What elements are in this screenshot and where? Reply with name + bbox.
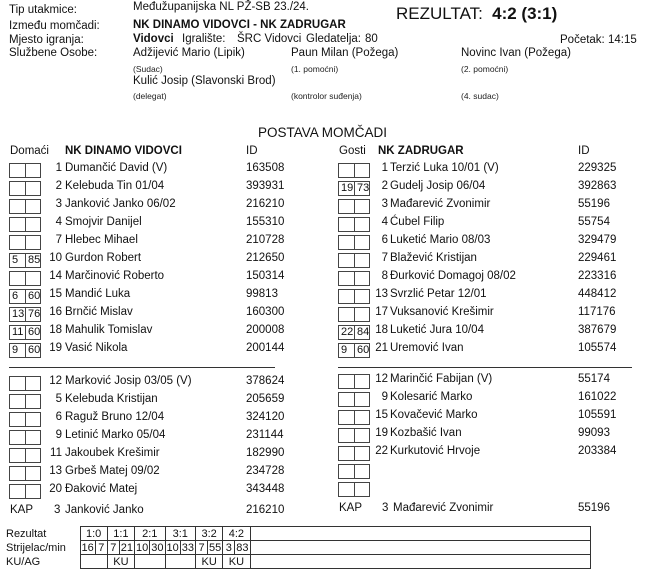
away-starter-number: 21 bbox=[375, 342, 388, 354]
away-team-name: NK ZADRUGAR bbox=[378, 145, 464, 157]
away-starter-name: Luketić Mario 08/03 bbox=[390, 234, 491, 246]
home-kap-number: 3 bbox=[54, 504, 61, 516]
away-sub-id: 203384 bbox=[578, 445, 617, 457]
away-sub-name: Kozbašić Ivan bbox=[390, 427, 462, 439]
home-sub-id: 234728 bbox=[246, 465, 285, 477]
results-score-label: Rezultat bbox=[6, 527, 47, 540]
home-starter-row bbox=[9, 234, 309, 250]
home-starter-box-a: 5 bbox=[9, 253, 25, 268]
home-team-name: NK DINAMO VIDOVCI bbox=[65, 145, 182, 157]
home-starter-id: 163508 bbox=[246, 162, 285, 174]
home-starter-name: Dumančić David (V) bbox=[65, 162, 168, 174]
result-score-cell: 3:1 bbox=[165, 527, 196, 541]
away-sub-name: Kolesarić Marko bbox=[390, 391, 473, 403]
home-starter-name: Vasić Nikola bbox=[65, 342, 128, 354]
home-starter-box-a: 6 bbox=[9, 289, 25, 304]
home-starter-box-b: 76 bbox=[25, 307, 41, 322]
mjesto-label: Mjesto igranja: bbox=[9, 34, 84, 46]
home-starter-name: Kelebuda Tin 01/04 bbox=[65, 180, 165, 192]
result-label-row bbox=[396, 4, 557, 24]
ku-ag-cell: KU bbox=[223, 555, 250, 569]
home-starter-number: 16 bbox=[49, 306, 62, 318]
official-assistant-2-role: (2. pomoćni) bbox=[461, 64, 509, 74]
away-starter-id: 223316 bbox=[578, 270, 617, 282]
away-starter-name: Gudelj Josip 06/04 bbox=[390, 180, 486, 192]
away-sub-row bbox=[338, 391, 638, 407]
away-starter-row bbox=[338, 324, 638, 340]
home-starter-number: 18 bbox=[49, 324, 62, 336]
home-starter-id: 200008 bbox=[246, 324, 285, 336]
result-score-cell: 3:2 bbox=[196, 527, 223, 541]
home-starter-number: 10 bbox=[49, 252, 62, 264]
away-sub-number: 9 bbox=[381, 391, 388, 403]
home-starter-box-b: 60 bbox=[25, 325, 41, 340]
results-empty-cell bbox=[250, 555, 590, 569]
away-starter-box-a bbox=[338, 307, 354, 322]
official-fourth-role: (4. sudac) bbox=[461, 91, 499, 101]
home-starter-name: Mahulik Tomislav bbox=[65, 324, 153, 336]
home-starter-box-a bbox=[9, 163, 25, 178]
home-starter-number: 2 bbox=[55, 180, 62, 192]
home-starter-number: 4 bbox=[55, 216, 62, 228]
home-starter-number: 7 bbox=[55, 234, 62, 246]
scorer-minute-cell: 30 bbox=[151, 541, 164, 554]
result-score-cell: 1:0 bbox=[80, 527, 107, 541]
home-starter-row bbox=[9, 288, 309, 304]
home-starter-name: Marčinović Roberto bbox=[65, 270, 165, 282]
home-sub-number: 20 bbox=[49, 483, 62, 495]
home-sub-box-a bbox=[9, 430, 25, 445]
scorer-minute-cell: 33 bbox=[181, 541, 194, 554]
home-starter-name: Gurdon Robert bbox=[65, 252, 142, 264]
away-sub-row bbox=[338, 463, 638, 479]
home-starter-number: 1 bbox=[55, 162, 62, 174]
away-starter-row bbox=[338, 162, 638, 178]
home-starter-box-a bbox=[9, 271, 25, 286]
scorer-number-cell: 10 bbox=[166, 541, 179, 554]
away-starter-id: 105574 bbox=[578, 342, 617, 354]
away-starter-box-a bbox=[338, 235, 354, 250]
tip-label: Tip utakmice: bbox=[9, 4, 77, 16]
home-sub-box-a bbox=[9, 412, 25, 427]
away-starter-id: 387679 bbox=[578, 324, 617, 336]
home-sub-row bbox=[9, 465, 309, 481]
scorer-number-cell: 10 bbox=[136, 541, 149, 554]
home-sub-row bbox=[9, 393, 309, 409]
home-starter-number: 14 bbox=[49, 270, 62, 282]
away-starter-box-a: 19 bbox=[338, 181, 354, 196]
away-sub-name: Kurkutović Hrvoje bbox=[390, 445, 481, 457]
scorer-minute-cell: 7 bbox=[95, 541, 107, 555]
away-sub-number: 22 bbox=[375, 445, 388, 457]
home-starter-box-a bbox=[9, 217, 25, 232]
home-starter-id: 200144 bbox=[246, 342, 285, 354]
away-starter-name: Đurković Domagoj 08/02 bbox=[390, 270, 516, 282]
results-scorer-label: Strijelac/min bbox=[6, 541, 66, 554]
away-starter-number: 6 bbox=[381, 234, 388, 246]
home-sub-number: 6 bbox=[55, 411, 62, 423]
home-sub-id: 343448 bbox=[246, 483, 285, 495]
away-starter-row bbox=[338, 198, 638, 214]
home-sub-name: Letinić Marko 05/04 bbox=[65, 429, 166, 441]
scorer-minute-cell: 55 bbox=[209, 541, 222, 554]
away-kap-label: KAP bbox=[339, 502, 363, 514]
rezultat-label: REZULTAT: bbox=[396, 4, 483, 23]
home-sub-id: 378624 bbox=[246, 375, 285, 387]
home-starter-id: 393931 bbox=[246, 180, 285, 192]
away-starter-row bbox=[338, 306, 638, 322]
away-starter-box-b: 60 bbox=[354, 343, 370, 358]
away-sub-number: 12 bbox=[375, 373, 388, 385]
teams-value: NK DINAMO VIDOVCI - NK ZADRUGAR bbox=[133, 19, 346, 31]
away-starter-box-a bbox=[338, 163, 354, 178]
away-starter-id: 229461 bbox=[578, 252, 617, 264]
away-starter-number: 13 bbox=[375, 288, 388, 300]
home-sub-id: 324120 bbox=[246, 411, 285, 423]
away-sub-box-a bbox=[338, 428, 354, 443]
away-starter-box-a bbox=[338, 253, 354, 268]
pocetak-value: 14:15 bbox=[608, 34, 637, 46]
away-sub-id: 105591 bbox=[578, 409, 617, 421]
away-starter-box-a bbox=[338, 289, 354, 304]
away-starter-row bbox=[338, 270, 638, 286]
away-starter-number: 7 bbox=[381, 252, 388, 264]
away-starter-number: 17 bbox=[375, 306, 388, 318]
away-sub-row bbox=[338, 409, 638, 425]
official-referee-role: (Sudac) bbox=[133, 64, 163, 74]
away-sub-box-b bbox=[354, 482, 370, 497]
away-sub-box-a bbox=[338, 392, 354, 407]
away-starter-name: Terzić Luka 10/01 (V) bbox=[390, 162, 499, 174]
home-sub-number: 12 bbox=[49, 375, 62, 387]
away-starter-number: 8 bbox=[381, 270, 388, 282]
away-starter-box-a bbox=[338, 199, 354, 214]
official-assistant-2: Novinc Ivan (Požega) bbox=[461, 47, 571, 59]
scorer-number-cell: 7 bbox=[196, 541, 208, 555]
away-kap-id: 55196 bbox=[578, 502, 610, 514]
official-delegate: Kulić Josip (Slavonski Brod) bbox=[133, 75, 276, 87]
home-sub-row bbox=[9, 375, 309, 391]
away-starter-id: 117176 bbox=[578, 306, 616, 318]
away-starter-name: Blažević Kristijan bbox=[390, 252, 477, 264]
away-starter-name: Luketić Jura 10/04 bbox=[390, 324, 484, 336]
home-sub-id: 182990 bbox=[246, 447, 285, 459]
gledatelja-value: 80 bbox=[365, 33, 378, 45]
away-starter-name: Uremović Ivan bbox=[390, 342, 464, 354]
away-sub-row bbox=[338, 427, 638, 443]
ku-ag-cell: KU bbox=[196, 555, 223, 569]
home-starter-box-b: 60 bbox=[25, 343, 41, 358]
home-starter-id: 210728 bbox=[246, 234, 285, 246]
away-sub-box-a bbox=[338, 446, 354, 461]
home-sub-box-a bbox=[9, 376, 25, 391]
away-starter-number: 18 bbox=[375, 324, 388, 336]
away-sub-box-b bbox=[354, 464, 370, 479]
away-starter-id: 329479 bbox=[578, 234, 617, 246]
home-sub-box-a bbox=[9, 466, 25, 481]
away-sub-row bbox=[338, 445, 638, 461]
away-sub-number: 19 bbox=[375, 427, 388, 439]
scorer-number-cell: 3 bbox=[223, 541, 235, 555]
home-starter-box-a bbox=[9, 199, 25, 214]
home-starter-name: Mandić Luka bbox=[65, 288, 131, 300]
home-starter-row bbox=[9, 324, 309, 340]
official-delegate-role: (delegat) bbox=[133, 91, 167, 101]
home-divider bbox=[9, 367, 275, 368]
home-sub-number: 13 bbox=[49, 465, 62, 477]
home-starter-box-b: 85 bbox=[25, 253, 41, 268]
home-starter-box-a bbox=[9, 181, 25, 196]
away-starter-name: Ćubel Filip bbox=[390, 216, 445, 228]
away-starter-name: Vuksanović Krešimir bbox=[390, 306, 494, 318]
home-starter-number: 3 bbox=[55, 198, 62, 210]
away-starter-row bbox=[338, 216, 638, 232]
official-assistant-1: Paun Milan (Požega) bbox=[291, 47, 399, 59]
results-score-row bbox=[6, 527, 590, 541]
away-starter-box-a: 9 bbox=[338, 343, 354, 358]
away-starter-row bbox=[338, 342, 638, 358]
home-starter-id: 155310 bbox=[246, 216, 285, 228]
home-starter-row bbox=[9, 180, 309, 196]
away-sub-row bbox=[338, 481, 638, 497]
home-sub-name: Jakoubek Krešimir bbox=[65, 447, 160, 459]
away-starter-box-a bbox=[338, 271, 354, 286]
away-sub-box-a bbox=[338, 410, 354, 425]
lineup-title: POSTAVA MOMČADI bbox=[258, 125, 388, 140]
away-kap-number: 3 bbox=[382, 502, 389, 514]
ku-ag-cell: KU bbox=[107, 555, 134, 569]
result-score-cell: 4:2 bbox=[223, 527, 250, 541]
official-controller-role: (kontrolor suđenja) bbox=[291, 91, 362, 101]
scorer-number-cell: 16 bbox=[81, 541, 94, 554]
home-sub-id: 205659 bbox=[246, 393, 285, 405]
away-sub-row bbox=[338, 373, 638, 389]
away-divider bbox=[338, 367, 632, 368]
home-kap-name: Janković Janko bbox=[65, 504, 144, 516]
home-starter-row bbox=[9, 306, 309, 322]
away-starter-row bbox=[338, 288, 638, 304]
home-starter-row bbox=[9, 198, 309, 214]
away-sub-box-a bbox=[338, 482, 354, 497]
home-sub-name: Marković Josip 03/05 (V) bbox=[65, 375, 192, 387]
izmedu-label: Između momčadi: bbox=[9, 20, 100, 32]
rezultat-value: 4:2 (3:1) bbox=[492, 4, 558, 23]
away-starter-box-b: 84 bbox=[354, 325, 370, 340]
home-id-header: ID bbox=[246, 145, 258, 157]
away-sub-name: Kovačević Marko bbox=[390, 409, 478, 421]
pocetak-label: Početak: bbox=[560, 34, 605, 46]
ku-ag-cell bbox=[135, 555, 166, 569]
results-empty-cell bbox=[250, 541, 590, 555]
igraliste-label: Igralište: bbox=[182, 33, 226, 45]
scorer-minute-cell: 21 bbox=[120, 541, 133, 554]
home-starter-name: Brnčić Mislav bbox=[65, 306, 133, 318]
away-sub-id: 55174 bbox=[578, 373, 610, 385]
away-sub-box-a bbox=[338, 464, 354, 479]
ku-ag-cell bbox=[80, 555, 107, 569]
away-starter-id: 55196 bbox=[578, 198, 610, 210]
home-sub-box-a bbox=[9, 394, 25, 409]
away-side-label: Gosti bbox=[339, 145, 366, 157]
gledatelja-label: Gledatelja: bbox=[306, 33, 361, 45]
away-starter-number: 4 bbox=[381, 216, 388, 228]
home-sub-name: Grbeš Matej 09/02 bbox=[65, 465, 160, 477]
away-starter-number: 1 bbox=[381, 162, 388, 174]
home-starter-box-a: 11 bbox=[9, 325, 25, 340]
home-starter-box-a bbox=[9, 235, 25, 250]
home-kap-label: KAP bbox=[10, 504, 34, 516]
home-starter-row bbox=[9, 342, 309, 358]
away-starter-row bbox=[338, 252, 638, 268]
home-starter-id: 212650 bbox=[246, 252, 285, 264]
home-starter-row bbox=[9, 216, 309, 232]
away-starter-box-b: 73 bbox=[354, 181, 370, 196]
home-sub-row bbox=[9, 447, 309, 463]
home-sub-box-a bbox=[9, 448, 25, 463]
result-score-cell: 1:1 bbox=[107, 527, 134, 541]
home-starter-row bbox=[9, 270, 309, 286]
home-starter-box-a: 9 bbox=[9, 343, 25, 358]
away-starter-box-a bbox=[338, 217, 354, 232]
home-sub-row bbox=[9, 411, 309, 427]
home-sub-number: 11 bbox=[50, 447, 62, 459]
away-sub-id: 161022 bbox=[578, 391, 617, 403]
home-starter-row bbox=[9, 162, 309, 178]
scorer-minute-cell: 83 bbox=[236, 541, 249, 554]
competition-value: Međužupanijska NL PŽ-SB 23./24. bbox=[133, 1, 309, 13]
home-starter-box-a: 13 bbox=[9, 307, 25, 322]
away-starter-number: 2 bbox=[381, 180, 388, 192]
results-kuag-label: KU/AG bbox=[6, 555, 41, 568]
home-starter-number: 19 bbox=[49, 342, 62, 354]
home-side-label: Domaći bbox=[10, 145, 49, 157]
results-table bbox=[6, 526, 591, 569]
home-starter-name: Smojvir Danijel bbox=[65, 216, 142, 228]
away-sub-id: 99093 bbox=[578, 427, 610, 439]
home-starter-id: 216210 bbox=[246, 198, 285, 210]
official-assistant-1-role: (1. pomoćni) bbox=[291, 64, 339, 74]
result-score-cell: 2:1 bbox=[135, 527, 166, 541]
home-sub-number: 9 bbox=[55, 429, 62, 441]
home-starter-number: 15 bbox=[49, 288, 62, 300]
away-starter-name: Svrzlić Petar 12/01 bbox=[390, 288, 487, 300]
away-starter-id: 448412 bbox=[578, 288, 617, 300]
home-sub-name: Raguž Bruno 12/04 bbox=[65, 411, 165, 423]
away-starter-row bbox=[338, 180, 638, 196]
home-starter-name: Hlebec Mihael bbox=[65, 234, 138, 246]
scorer-number-cell: 7 bbox=[107, 541, 119, 555]
away-starter-name: Mađarević Zvonimir bbox=[390, 198, 491, 210]
home-starter-id: 160300 bbox=[246, 306, 285, 318]
home-starter-id: 150314 bbox=[246, 270, 285, 282]
home-sub-row bbox=[9, 483, 309, 499]
home-sub-box-a bbox=[9, 484, 25, 499]
home-starter-name: Janković Janko 06/02 bbox=[65, 198, 176, 210]
home-kap-id: 216210 bbox=[246, 504, 285, 516]
away-starter-id: 229325 bbox=[578, 162, 617, 174]
away-sub-number: 15 bbox=[375, 409, 388, 421]
home-sub-id: 231144 bbox=[246, 429, 284, 441]
away-starter-box-a: 22 bbox=[338, 325, 354, 340]
away-starter-id: 55754 bbox=[578, 216, 610, 228]
igraliste-value: ŠRC Vidovci bbox=[237, 33, 302, 45]
sluzbene-label: Službene Osobe: bbox=[9, 47, 98, 59]
results-scorer-row bbox=[6, 541, 590, 555]
mjesto-value: Vidovci bbox=[133, 33, 174, 45]
home-sub-name: Đaković Matej bbox=[65, 483, 138, 495]
away-starter-id: 392863 bbox=[578, 180, 617, 192]
away-sub-box-a bbox=[338, 374, 354, 389]
away-starter-number: 3 bbox=[381, 198, 388, 210]
home-starter-id: 99813 bbox=[246, 288, 278, 300]
ku-ag-cell bbox=[165, 555, 196, 569]
home-starter-row bbox=[9, 252, 309, 268]
home-sub-row bbox=[9, 429, 309, 445]
away-starter-row bbox=[338, 234, 638, 250]
home-sub-name: Kelebuda Kristijan bbox=[65, 393, 158, 405]
results-kuag-row bbox=[6, 555, 590, 569]
home-starter-box-b: 60 bbox=[25, 289, 41, 304]
away-sub-name: Marinčić Fabijan (V) bbox=[390, 373, 493, 385]
official-referee: Adžijević Mario (Lipik) bbox=[133, 47, 245, 59]
home-sub-number: 5 bbox=[55, 393, 62, 405]
results-empty-cell bbox=[250, 527, 590, 541]
away-kap-name: Mađarević Zvonimir bbox=[393, 502, 494, 514]
away-id-header: ID bbox=[578, 145, 590, 157]
